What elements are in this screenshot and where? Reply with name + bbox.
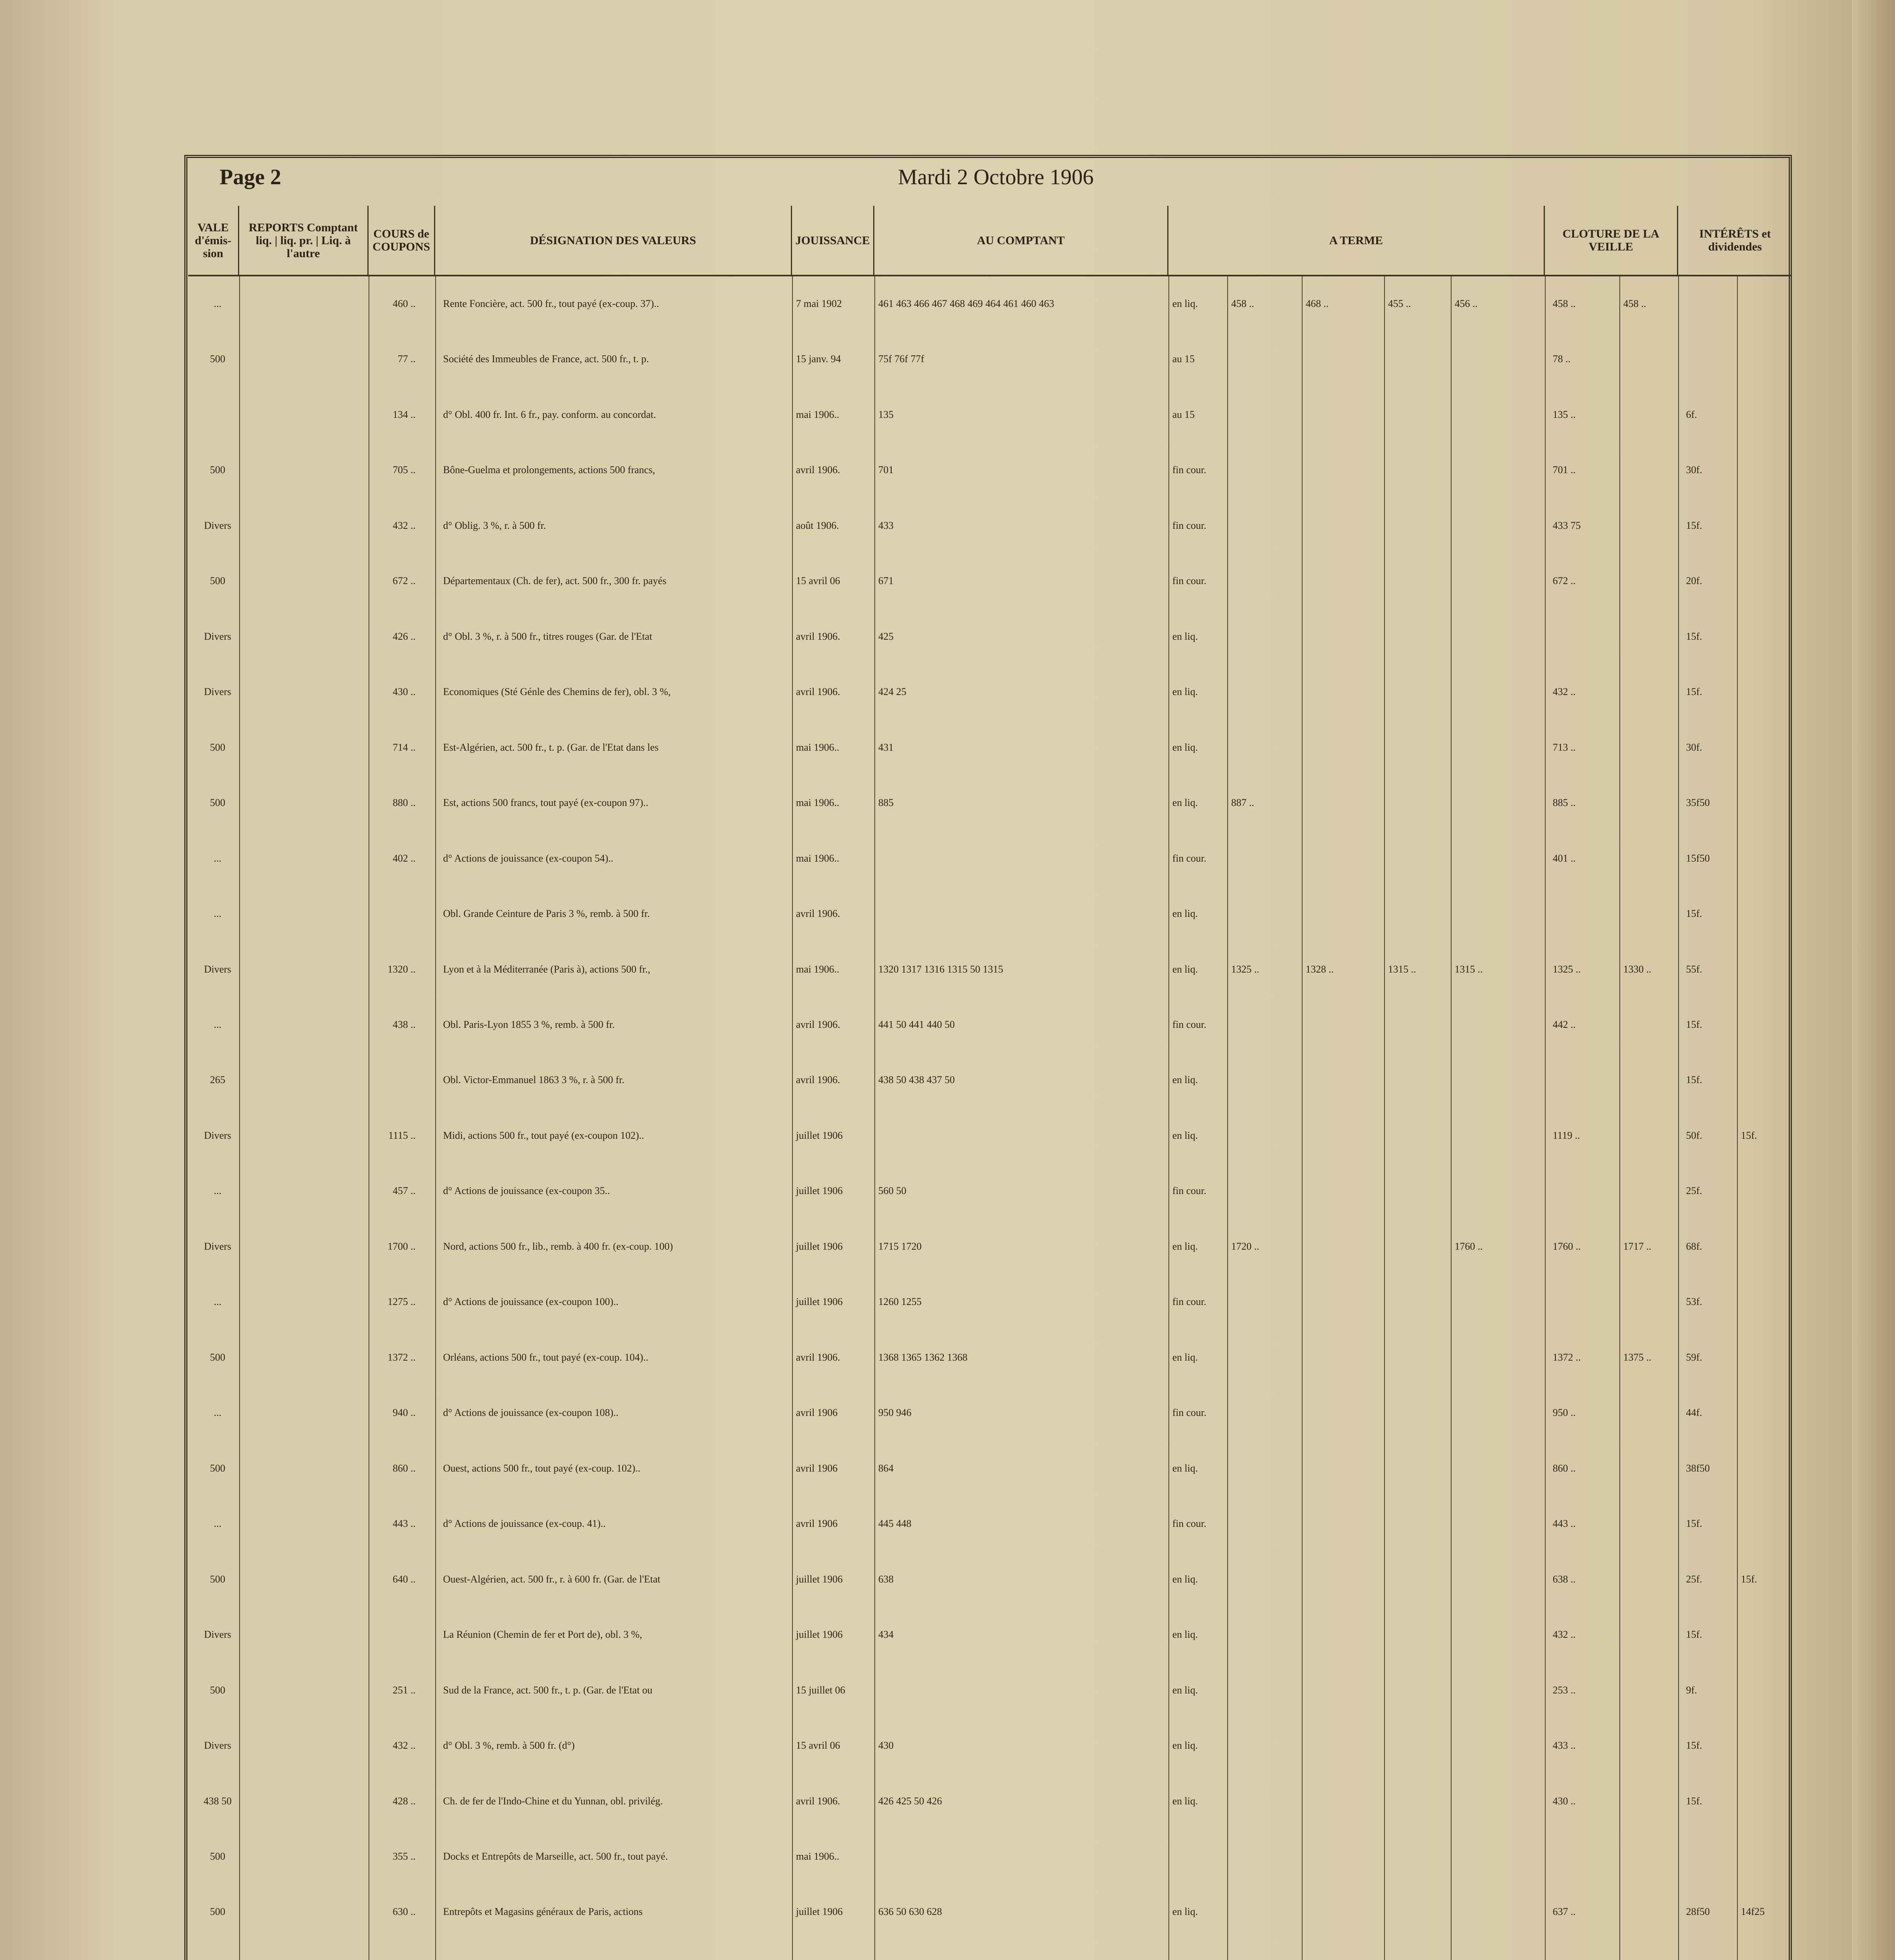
cloture-compt-cell: 78 .. bbox=[1553, 353, 1571, 365]
terme-type-cell: fin cour. bbox=[1172, 464, 1206, 475]
cloture-compt-cell: 135 .. bbox=[1553, 409, 1576, 420]
jouissance-cell: juillet 1906 bbox=[796, 1906, 843, 1917]
cours-cell: 355 .. bbox=[392, 1851, 416, 1862]
terme-type-cell: en liq. bbox=[1172, 742, 1198, 753]
valeur-cell: ... bbox=[214, 298, 222, 309]
cours-cell: 432 .. bbox=[392, 1740, 416, 1751]
col-head-comptant: AU COMPTANT bbox=[874, 206, 1168, 276]
designation-cell: d° Oblig. 3 %, r. à 500 fr. bbox=[443, 520, 546, 531]
exercice-cell: 25f. bbox=[1686, 1573, 1702, 1585]
cloture-compt-cell: 432 .. bbox=[1553, 686, 1576, 697]
jouissance-cell: avril 1906 bbox=[796, 1407, 838, 1418]
comptant-cell: 461 463 466 467 468 469 464 461 460 463 bbox=[878, 298, 1054, 309]
col-head-cloture: CLOTURE DE LA VEILLE bbox=[1545, 206, 1678, 276]
cours-cell: 402 .. bbox=[392, 853, 416, 864]
designation-cell: Midi, actions 500 fr., tout payé (ex-coupon 102).. bbox=[443, 1130, 644, 1141]
table-row bbox=[0, 353, 1895, 376]
jouissance-cell: avril 1906. bbox=[796, 1352, 840, 1363]
table-row bbox=[0, 464, 1895, 487]
valeur-cell: Divers bbox=[204, 520, 231, 531]
valeur-cell: Divers bbox=[204, 1629, 231, 1640]
terme-type-cell: fin cour. bbox=[1172, 1185, 1206, 1196]
exercice-cell: 15f. bbox=[1686, 1740, 1702, 1751]
dernier-cours-cell: 456 .. bbox=[1455, 298, 1478, 309]
terme-type-cell: en liq. bbox=[1172, 1573, 1198, 1585]
page-date: Mardi 2 Octobre 1906 bbox=[898, 165, 1094, 189]
table-row bbox=[0, 908, 1895, 931]
table-row bbox=[0, 1019, 1895, 1042]
designation-cell: Entrepôts et Magasins généraux de Paris, actions bbox=[443, 1906, 643, 1917]
exercice-cell: 25f. bbox=[1686, 1185, 1702, 1196]
jouissance-cell: avril 1906. bbox=[796, 464, 840, 475]
designation-cell: Société des Immeubles de France, act. 500 fr., t. p. bbox=[443, 353, 649, 365]
valeur-cell: 500 bbox=[210, 1463, 225, 1474]
exercice-cell: 28f50 bbox=[1686, 1906, 1710, 1917]
cloture-compt-cell: 433 .. bbox=[1553, 1740, 1576, 1751]
jouissance-cell: mai 1906.. bbox=[796, 742, 839, 753]
table-row bbox=[0, 1740, 1895, 1762]
designation-cell: Sud de la France, act. 500 fr., t. p. (Gar. de l'Etat ou bbox=[443, 1684, 652, 1696]
exercice-cell: 15f50 bbox=[1686, 853, 1710, 864]
table-row bbox=[0, 1518, 1895, 1541]
table-row bbox=[0, 575, 1895, 598]
designation-cell: d° Obl. 400 fr. Int. 6 fr., pay. conform. au concordat. bbox=[443, 409, 656, 420]
designation-cell: Bône-Guelma et prolongements, actions 500 francs, bbox=[443, 464, 655, 475]
cours-cell: 443 .. bbox=[392, 1518, 416, 1529]
comptant-cell: 1715 1720 bbox=[878, 1241, 922, 1252]
terme-type-cell: en liq. bbox=[1172, 1463, 1198, 1474]
exercice-cell: 35f50 bbox=[1686, 797, 1710, 808]
exercice-cell: 59f. bbox=[1686, 1352, 1702, 1363]
cours-cell: 880 .. bbox=[392, 797, 416, 808]
designation-cell: Obl. Paris-Lyon 1855 3 %, remb. à 500 fr. bbox=[443, 1019, 615, 1030]
acompte-cell: 14f25 bbox=[1741, 1906, 1765, 1917]
exercice-cell: 15f. bbox=[1686, 1019, 1702, 1030]
table-row bbox=[0, 742, 1895, 764]
terme-type-cell: en liq. bbox=[1172, 1906, 1198, 1917]
cloture-compt-cell: 1119 .. bbox=[1553, 1130, 1580, 1141]
plus-bas-cell: 455 .. bbox=[1388, 298, 1411, 309]
comptant-cell: 445 448 bbox=[878, 1518, 912, 1529]
table-row bbox=[0, 1296, 1895, 1319]
terme-type-cell: en liq. bbox=[1172, 1241, 1198, 1252]
comptant-cell: 1320 1317 1316 1315 50 1315 bbox=[878, 964, 1003, 975]
cloture-compt-cell: 638 .. bbox=[1553, 1573, 1576, 1585]
table-row bbox=[0, 853, 1895, 875]
plus-bas-cell: 1315 .. bbox=[1388, 964, 1416, 975]
valeur-cell: Divers bbox=[204, 631, 231, 642]
exercice-cell: 15f. bbox=[1686, 1518, 1702, 1529]
table-row bbox=[0, 409, 1895, 432]
comptant-cell: 441 50 441 440 50 bbox=[878, 1019, 955, 1030]
designation-cell: Ch. de fer de l'Indo-Chine et du Yunnan, obl. privilég. bbox=[443, 1795, 663, 1807]
jouissance-cell: juillet 1906 bbox=[796, 1130, 843, 1141]
cours-cell: 640 .. bbox=[392, 1573, 416, 1585]
valeur-cell: 500 bbox=[210, 575, 225, 586]
jouissance-cell: mai 1906.. bbox=[796, 964, 839, 975]
exercice-cell: 6f. bbox=[1686, 409, 1697, 420]
terme-type-cell: fin cour. bbox=[1172, 1296, 1206, 1307]
table-row bbox=[0, 1795, 1895, 1818]
table-row bbox=[0, 520, 1895, 543]
designation-cell: La Réunion (Chemin de fer et Port de), obl. 3 %, bbox=[443, 1629, 642, 1640]
table-row bbox=[0, 1463, 1895, 1485]
exercice-cell: 68f. bbox=[1686, 1241, 1702, 1252]
cloture-compt-cell: 860 .. bbox=[1553, 1463, 1576, 1474]
terme-type-cell: fin cour. bbox=[1172, 520, 1206, 531]
cours-cell: 705 .. bbox=[392, 464, 416, 475]
comptant-cell: 135 bbox=[878, 409, 894, 420]
exercice-cell: 15f. bbox=[1686, 631, 1702, 642]
comptant-cell: 75f 76f 77f bbox=[878, 353, 924, 365]
designation-cell: d° Actions de jouissance (ex-coup. 41).. bbox=[443, 1518, 606, 1529]
comptant-cell: 424 25 bbox=[878, 686, 907, 697]
valeur-cell: ... bbox=[214, 1518, 222, 1529]
designation-cell: d° Obl. 3 %, r. à 500 fr., titres rouges (Gar. de l'Etat bbox=[443, 631, 652, 642]
cours-cell: 1320 .. bbox=[387, 964, 416, 975]
cloture-terme-cell: 1330 .. bbox=[1623, 964, 1652, 975]
jouissance-cell: mai 1906.. bbox=[796, 409, 839, 420]
cours-cell: 432 .. bbox=[392, 520, 416, 531]
exercice-cell: 15f. bbox=[1686, 686, 1702, 697]
terme-type-cell: en liq. bbox=[1172, 797, 1198, 808]
cloture-compt-cell: 1760 .. bbox=[1553, 1241, 1581, 1252]
col-head-cours: COURS de COUPONS bbox=[369, 206, 435, 276]
cloture-compt-cell: 637 .. bbox=[1553, 1906, 1576, 1917]
jouissance-cell: avril 1906 bbox=[796, 1518, 838, 1529]
table-row bbox=[0, 1629, 1895, 1651]
designation-cell: Lyon et à la Méditerranée (Paris à), actions 500 fr., bbox=[443, 964, 650, 975]
designation-cell: d° Actions de jouissance (ex-coupon 35.. bbox=[443, 1185, 610, 1196]
cloture-terme-cell: 1375 .. bbox=[1623, 1352, 1652, 1363]
cours-cell: 460 .. bbox=[392, 298, 416, 309]
cloture-terme-cell: 1717 .. bbox=[1623, 1241, 1652, 1252]
valeur-cell: 500 bbox=[210, 1851, 225, 1862]
cours-cell: 630 .. bbox=[392, 1906, 416, 1917]
exercice-cell: 38f50 bbox=[1686, 1463, 1710, 1474]
valeur-cell: 438 50 bbox=[203, 1795, 232, 1807]
exercice-cell: 50f. bbox=[1686, 1130, 1702, 1141]
valeur-cell: Divers bbox=[204, 964, 231, 975]
jouissance-cell: juillet 1906 bbox=[796, 1241, 843, 1252]
jouissance-cell: avril 1906. bbox=[796, 686, 840, 697]
cloture-compt-cell: 701 .. bbox=[1553, 464, 1576, 475]
table-row bbox=[0, 686, 1895, 709]
designation-cell: d° Obl. 3 %, remb. à 500 fr. (d°) bbox=[443, 1740, 575, 1751]
cours-cell: 251 .. bbox=[392, 1684, 416, 1696]
cloture-compt-cell: 950 .. bbox=[1553, 1407, 1576, 1418]
designation-cell: Obl. Grande Ceinture de Paris 3 %, remb. à 500 fr. bbox=[443, 908, 650, 919]
comptant-cell: 636 50 630 628 bbox=[878, 1906, 942, 1917]
cours-cell: 426 .. bbox=[392, 631, 416, 642]
terme-type-cell: en liq. bbox=[1172, 1795, 1198, 1807]
table-row bbox=[0, 1241, 1895, 1263]
cloture-compt-cell: 432 .. bbox=[1553, 1629, 1576, 1640]
terme-type-cell: en liq. bbox=[1172, 964, 1198, 975]
cours-cell: 428 .. bbox=[392, 1795, 416, 1807]
terme-type-cell: fin cour. bbox=[1172, 575, 1206, 586]
cloture-compt-cell: 1325 .. bbox=[1553, 964, 1581, 975]
valeur-cell: Divers bbox=[204, 686, 231, 697]
valeur-cell: 500 bbox=[210, 353, 225, 365]
designation-cell: Est, actions 500 francs, tout payé (ex-coupon 97).. bbox=[443, 797, 649, 808]
cours-cell: 1700 .. bbox=[387, 1241, 416, 1252]
plus-haut-cell: 1328 .. bbox=[1306, 964, 1334, 975]
acompte-cell: 15f. bbox=[1741, 1130, 1757, 1141]
cloture-compt-cell: 401 .. bbox=[1553, 853, 1576, 864]
table-row bbox=[0, 964, 1895, 986]
cloture-compt-cell: 458 .. bbox=[1553, 298, 1576, 309]
table-row bbox=[0, 631, 1895, 653]
premier-cours-cell: 1720 .. bbox=[1231, 1241, 1259, 1252]
designation-cell: Orléans, actions 500 fr., tout payé (ex-coup. 104).. bbox=[443, 1352, 649, 1363]
terme-type-cell: en liq. bbox=[1172, 1130, 1198, 1141]
table-row bbox=[0, 298, 1895, 321]
col-head-reports: REPORTS Comptant liq. | liq. pr. | Liq. à l'autre bbox=[239, 206, 369, 276]
jouissance-cell: juillet 1906 bbox=[796, 1296, 843, 1307]
designation-cell: Docks et Entrepôts de Marseille, act. 500 fr., tout payé. bbox=[443, 1851, 668, 1862]
jouissance-cell: 7 mai 1902 bbox=[796, 298, 842, 309]
valeur-cell: Divers bbox=[204, 1130, 231, 1141]
table-row bbox=[0, 1573, 1895, 1596]
designation-cell: Départementaux (Ch. de fer), act. 500 fr., 300 fr. payés bbox=[443, 575, 667, 586]
jouissance-cell: avril 1906. bbox=[796, 908, 840, 919]
cloture-compt-cell: 672 .. bbox=[1553, 575, 1576, 586]
designation-cell: Obl. Victor-Emmanuel 1863 3 %, r. à 500 fr. bbox=[443, 1074, 625, 1085]
cours-cell: 940 .. bbox=[392, 1407, 416, 1418]
comptant-cell: 701 bbox=[878, 464, 894, 475]
terme-type-cell: fin cour. bbox=[1172, 1518, 1206, 1529]
jouissance-cell: juillet 1906 bbox=[796, 1185, 843, 1196]
table-row bbox=[0, 1074, 1895, 1097]
comptant-cell: 638 bbox=[878, 1573, 894, 1585]
premier-cours-cell: 887 .. bbox=[1231, 797, 1254, 808]
cloture-compt-cell: 433 75 bbox=[1553, 520, 1581, 531]
comptant-cell: 885 bbox=[878, 797, 894, 808]
exercice-cell: 15f. bbox=[1686, 1795, 1702, 1807]
table-row bbox=[0, 1906, 1895, 1929]
table-row bbox=[0, 1185, 1895, 1208]
comptant-cell: 425 bbox=[878, 631, 894, 642]
valeur-cell: ... bbox=[214, 1185, 222, 1196]
terme-type-cell: au 15 bbox=[1172, 409, 1195, 420]
cours-cell: 438 .. bbox=[392, 1019, 416, 1030]
acompte-cell: 15f. bbox=[1741, 1573, 1757, 1585]
designation-cell: Rente Foncière, act. 500 fr., tout payé (ex-coup. 37).. bbox=[443, 298, 659, 309]
valeur-cell: Divers bbox=[204, 1740, 231, 1751]
cloture-compt-cell: 443 .. bbox=[1553, 1518, 1576, 1529]
cloture-compt-cell: 430 .. bbox=[1553, 1795, 1576, 1807]
designation-cell: d° Actions de jouissance (ex-coupon 100).. bbox=[443, 1296, 619, 1307]
designation-cell: Est-Algérien, act. 500 fr., t. p. (Gar. de l'Etat dans les bbox=[443, 742, 659, 753]
terme-type-cell: en liq. bbox=[1172, 631, 1198, 642]
cours-cell: 77 .. bbox=[398, 353, 416, 365]
valeur-cell: 500 bbox=[210, 742, 225, 753]
page-number: Page 2 bbox=[220, 165, 282, 189]
designation-cell: Ouest-Algérien, act. 500 fr., r. à 600 fr. (Gar. de l'Etat bbox=[443, 1573, 661, 1585]
valeur-cell: 500 bbox=[210, 1573, 225, 1585]
valeur-cell: 500 bbox=[210, 464, 225, 475]
jouissance-cell: août 1906. bbox=[796, 520, 839, 531]
terme-type-cell: au 15 bbox=[1172, 353, 1195, 365]
jouissance-cell: mai 1906.. bbox=[796, 853, 839, 864]
valeur-cell: ... bbox=[214, 908, 222, 919]
col-head-valeur: VALE d'émis-sion bbox=[188, 206, 239, 276]
table-row bbox=[0, 797, 1895, 820]
table-row bbox=[0, 1851, 1895, 1873]
comptant-cell: 1260 1255 bbox=[878, 1296, 922, 1307]
exercice-cell: 30f. bbox=[1686, 742, 1702, 753]
exercice-cell: 15f. bbox=[1686, 1629, 1702, 1640]
cloture-compt-cell: 253 .. bbox=[1553, 1684, 1576, 1696]
terme-type-cell: en liq. bbox=[1172, 1074, 1198, 1085]
cours-cell: 457 .. bbox=[392, 1185, 416, 1196]
exercice-cell: 44f. bbox=[1686, 1407, 1702, 1418]
designation-cell: d° Actions de jouissance (ex-coupon 108).. bbox=[443, 1407, 619, 1418]
comptant-cell: 864 bbox=[878, 1463, 894, 1474]
cloture-compt-cell: 1372 .. bbox=[1553, 1352, 1581, 1363]
exercice-cell: 55f. bbox=[1686, 964, 1702, 975]
comptant-cell: 426 425 50 426 bbox=[878, 1795, 942, 1807]
valeur-cell: ... bbox=[214, 1407, 222, 1418]
table-row bbox=[0, 1352, 1895, 1374]
valeur-cell: ... bbox=[214, 1296, 222, 1307]
exercice-cell: 15f. bbox=[1686, 520, 1702, 531]
jouissance-cell: avril 1906. bbox=[796, 1019, 840, 1030]
comptant-cell: 1368 1365 1362 1368 bbox=[878, 1352, 968, 1363]
valeur-cell: 500 bbox=[210, 1684, 225, 1696]
designation-cell: Ouest, actions 500 fr., tout payé (ex-coup. 102).. bbox=[443, 1463, 641, 1474]
jouissance-cell: 15 avril 06 bbox=[796, 575, 840, 586]
terme-type-cell: en liq. bbox=[1172, 298, 1198, 309]
terme-type-cell: en liq. bbox=[1172, 1684, 1198, 1696]
dernier-cours-cell: 1315 .. bbox=[1455, 964, 1483, 975]
table-row bbox=[0, 1684, 1895, 1707]
exercice-cell: 15f. bbox=[1686, 908, 1702, 919]
plus-haut-cell: 468 .. bbox=[1306, 298, 1329, 309]
cloture-compt-cell: 885 .. bbox=[1553, 797, 1576, 808]
jouissance-cell: mai 1906.. bbox=[796, 797, 839, 808]
comptant-cell: 560 50 bbox=[878, 1185, 907, 1196]
comptant-cell: 434 bbox=[878, 1629, 894, 1640]
premier-cours-cell: 458 .. bbox=[1231, 298, 1254, 309]
comptant-cell: 431 bbox=[878, 742, 894, 753]
terme-type-cell: fin cour. bbox=[1172, 1407, 1206, 1418]
valeur-cell: 265 bbox=[210, 1074, 225, 1085]
cours-cell: 1115 .. bbox=[388, 1130, 416, 1141]
terme-type-cell: en liq. bbox=[1172, 1740, 1198, 1751]
comptant-cell: 430 bbox=[878, 1740, 894, 1751]
cours-cell: 714 .. bbox=[392, 742, 416, 753]
jouissance-cell: juillet 1906 bbox=[796, 1573, 843, 1585]
col-head-jouissance: JOUISSANCE bbox=[792, 206, 874, 276]
col-head-designation: DÉSIGNATION DES VALEURS bbox=[435, 206, 792, 276]
comptant-cell: 950 946 bbox=[878, 1407, 912, 1418]
exercice-cell: 15f. bbox=[1686, 1074, 1702, 1085]
exercice-cell: 9f. bbox=[1686, 1684, 1697, 1696]
jouissance-cell: avril 1906. bbox=[796, 1074, 840, 1085]
comptant-cell: 671 bbox=[878, 575, 894, 586]
designation-cell: Nord, actions 500 fr., lib., remb. à 400 fr. (ex-coup. 100) bbox=[443, 1241, 673, 1252]
jouissance-cell: 15 janv. 94 bbox=[796, 353, 841, 365]
jouissance-cell: avril 1906 bbox=[796, 1463, 838, 1474]
cloture-terme-cell: 458 .. bbox=[1623, 298, 1646, 309]
cours-cell: 672 .. bbox=[392, 575, 416, 586]
terme-type-cell: en liq. bbox=[1172, 908, 1198, 919]
cloture-compt-cell: 713 .. bbox=[1553, 742, 1576, 753]
jouissance-cell: 15 avril 06 bbox=[796, 1740, 840, 1751]
jouissance-cell: 15 juillet 06 bbox=[796, 1684, 845, 1696]
designation-cell: Economiques (Sté Génle des Chemins de fer), obl. 3 %, bbox=[443, 686, 671, 697]
jouissance-cell: avril 1906. bbox=[796, 1795, 840, 1807]
designation-cell: d° Actions de jouissance (ex-coupon 54).. bbox=[443, 853, 614, 864]
jouissance-cell: avril 1906. bbox=[796, 631, 840, 642]
cloture-compt-cell: 442 .. bbox=[1553, 1019, 1576, 1030]
terme-type-cell: en liq. bbox=[1172, 1352, 1198, 1363]
valeur-cell: ... bbox=[214, 1019, 222, 1030]
valeur-cell: Divers bbox=[204, 1241, 231, 1252]
cours-cell: 430 .. bbox=[392, 686, 416, 697]
dernier-cours-cell: 1760 .. bbox=[1455, 1241, 1483, 1252]
jouissance-cell: mai 1906.. bbox=[796, 1851, 839, 1862]
jouissance-cell: juillet 1906 bbox=[796, 1629, 843, 1640]
table-row bbox=[0, 1407, 1895, 1430]
premier-cours-cell: 1325 .. bbox=[1231, 964, 1259, 975]
table-row bbox=[0, 1130, 1895, 1152]
valeur-cell: 500 bbox=[210, 1352, 225, 1363]
cours-cell: 860 .. bbox=[392, 1463, 416, 1474]
terme-type-cell: en liq. bbox=[1172, 1629, 1198, 1640]
cours-cell: 1372 .. bbox=[387, 1352, 416, 1363]
exercice-cell: 20f. bbox=[1686, 575, 1702, 586]
col-head-terme: A TERME bbox=[1168, 206, 1545, 276]
valeur-cell: 500 bbox=[210, 1906, 225, 1917]
terme-type-cell: en liq. bbox=[1172, 686, 1198, 697]
terme-type-cell: fin cour. bbox=[1172, 1019, 1206, 1030]
comptant-cell: 438 50 438 437 50 bbox=[878, 1074, 955, 1085]
valeur-cell: ... bbox=[214, 853, 222, 864]
col-head-interets: INTÉRÊTS et dividendes bbox=[1678, 206, 1792, 276]
exercice-cell: 53f. bbox=[1686, 1296, 1702, 1307]
comptant-cell: 433 bbox=[878, 520, 894, 531]
exercice-cell: 30f. bbox=[1686, 464, 1702, 475]
terme-type-cell: fin cour. bbox=[1172, 853, 1206, 864]
cours-cell: 134 .. bbox=[392, 409, 416, 420]
cours-cell: 1275 .. bbox=[387, 1296, 416, 1307]
valeur-cell: 500 bbox=[210, 797, 225, 808]
